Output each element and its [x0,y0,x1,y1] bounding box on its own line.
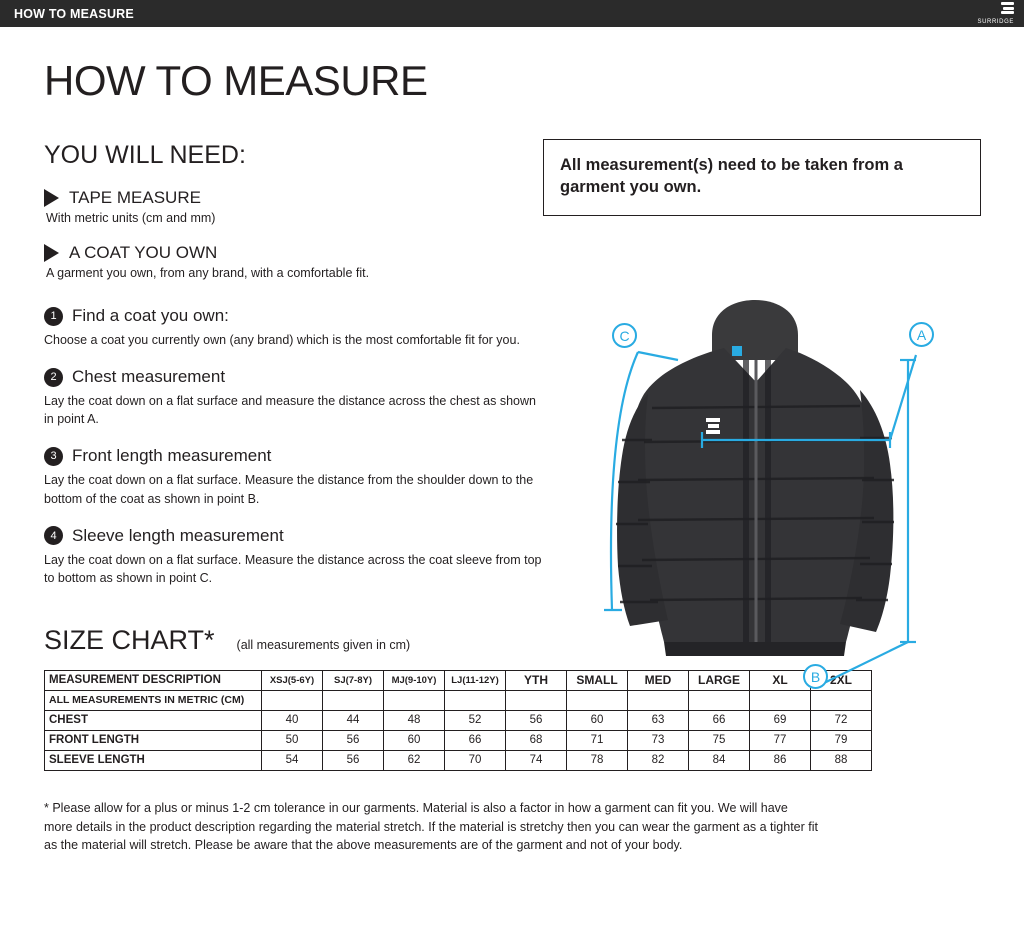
step-title: Find a coat you own: [72,306,229,325]
cell [262,690,323,710]
surridge-logo-icon [1001,2,1014,17]
size-chart-heading: SIZE CHART* [44,624,215,655]
marker-shoulder [732,346,742,356]
step-item [44,306,544,349]
cell: 48 [384,710,445,730]
step-body: Lay the coat down on a flat surface and measure the distance across the chest as shown in point A. [44,394,536,427]
top-bar [0,0,1024,27]
table-row [45,730,872,750]
triangle-bullet-icon [44,244,59,262]
step-item [44,367,544,428]
need-title: A COAT YOU OWN [69,243,218,262]
step-body: Choose a coat you currently own (any brand) which is the most comfortable fit for you. [44,333,520,347]
left-column [44,141,544,587]
step-number-badge: 1 [44,307,63,326]
step-number-badge: 3 [44,447,63,466]
cell: 70 [445,750,506,770]
cell: 56 [323,750,384,770]
column-header-small: SMALL [567,670,628,690]
column-header-sj: SJ(7-8Y) [323,670,384,690]
table-row [45,750,872,770]
column-header-xsj: XSJ(5-6Y) [262,670,323,690]
row-label-chest: CHEST [45,710,262,730]
cell [506,690,567,710]
column-header-yth: YTH [506,670,567,690]
cell: 66 [445,730,506,750]
brand-name: SURRIDGE [977,19,1014,25]
cell [384,690,445,710]
step-title: Front length measurement [72,446,272,466]
need-title: TAPE MEASURE [69,188,201,207]
column-header-description: MEASUREMENT DESCRIPTION [45,670,262,690]
cell: 84 [689,750,750,770]
top-bar-title: HOW TO MEASURE [14,6,134,21]
cell: 50 [262,730,323,750]
cell: 60 [384,730,445,750]
cell: 71 [567,730,628,750]
step-number-badge: 2 [44,368,63,387]
jacket-diagram [560,290,1000,720]
step-body: Lay the coat down on a flat surface. Measure the distance across the coat sleeve from top to bottom as shown in point C. [44,552,542,585]
page-title: HOW TO MEASURE [44,57,428,104]
cell: 66 [689,710,750,730]
cell: 77 [750,730,811,750]
cell: 62 [384,750,445,770]
jacket-chest-logo [706,418,720,434]
cell: 63 [628,710,689,730]
need-item-tape-measure [44,188,544,225]
cell [445,690,506,710]
callout-marker-b: B [803,664,828,689]
column-header-xl: XL [750,670,811,690]
triangle-bullet-icon [44,189,59,207]
row-label-front-length: FRONT LENGTH [45,730,262,750]
cell: 44 [323,710,384,730]
cell: 79 [811,730,872,750]
footnote-text: * Please allow for a plus or minus 1-2 cm tolerance in our garments. Material is also a factor in how a garment can fit you. We will have more details in the product description regarding the material stretch. If the material is stretchy then you can wear the garment as a tighter fit as the material will stretch. Please be aware that the above measurements are of the garment and not of your body. [44,800,818,853]
steps-list [44,306,544,587]
callout-marker-a: A [909,322,934,347]
step-item [44,526,544,587]
cell: 86 [750,750,811,770]
step-item [44,446,544,507]
cell: 78 [567,750,628,770]
column-header-large: LARGE [689,670,750,690]
cell: 88 [811,750,872,770]
column-header-med: MED [628,670,689,690]
cell: 56 [323,730,384,750]
row-label-sleeve-length: SLEEVE LENGTH [45,750,262,770]
cell [323,690,384,710]
brand-logo [978,2,1014,25]
cell: 75 [689,730,750,750]
cell: 69 [750,710,811,730]
need-item-coat [44,243,544,280]
cell: 74 [506,750,567,770]
callout-box: All measurement(s) need to be taken from a garment you own. [543,139,981,216]
cell: 82 [628,750,689,770]
callout-marker-c: C [612,323,637,348]
cell: 56 [506,710,567,730]
cell: 73 [628,730,689,750]
cell: 68 [506,730,567,750]
metric-note-cell: ALL MEASUREMENTS IN METRIC (CM) [45,690,262,710]
column-header-mj: MJ(9-10Y) [384,670,445,690]
cell: 72 [811,710,872,730]
column-header-2xl: 2XL [811,670,872,690]
jacket-shape [616,300,894,656]
step-number-badge: 4 [44,526,63,545]
size-chart-note: (all measurements given in cm) [236,637,411,652]
column-header-lj: LJ(11-12Y) [445,670,506,690]
cell: 60 [567,710,628,730]
need-subtitle: With metric units (cm and mm) [46,211,216,225]
jacket-illustration-svg [560,290,1000,720]
cell: 40 [262,710,323,730]
step-body: Lay the coat down on a flat surface. Measure the distance from the shoulder down to the bottom of the coat as shown in point B. [44,473,534,506]
cell: 52 [445,710,506,730]
step-title: Sleeve length measurement [72,525,284,545]
need-subtitle: A garment you own, from any brand, with a comfortable fit. [46,266,370,280]
you-will-need-heading: YOU WILL NEED: [44,141,246,169]
step-title: Chest measurement [72,367,226,387]
cell: 54 [262,750,323,770]
